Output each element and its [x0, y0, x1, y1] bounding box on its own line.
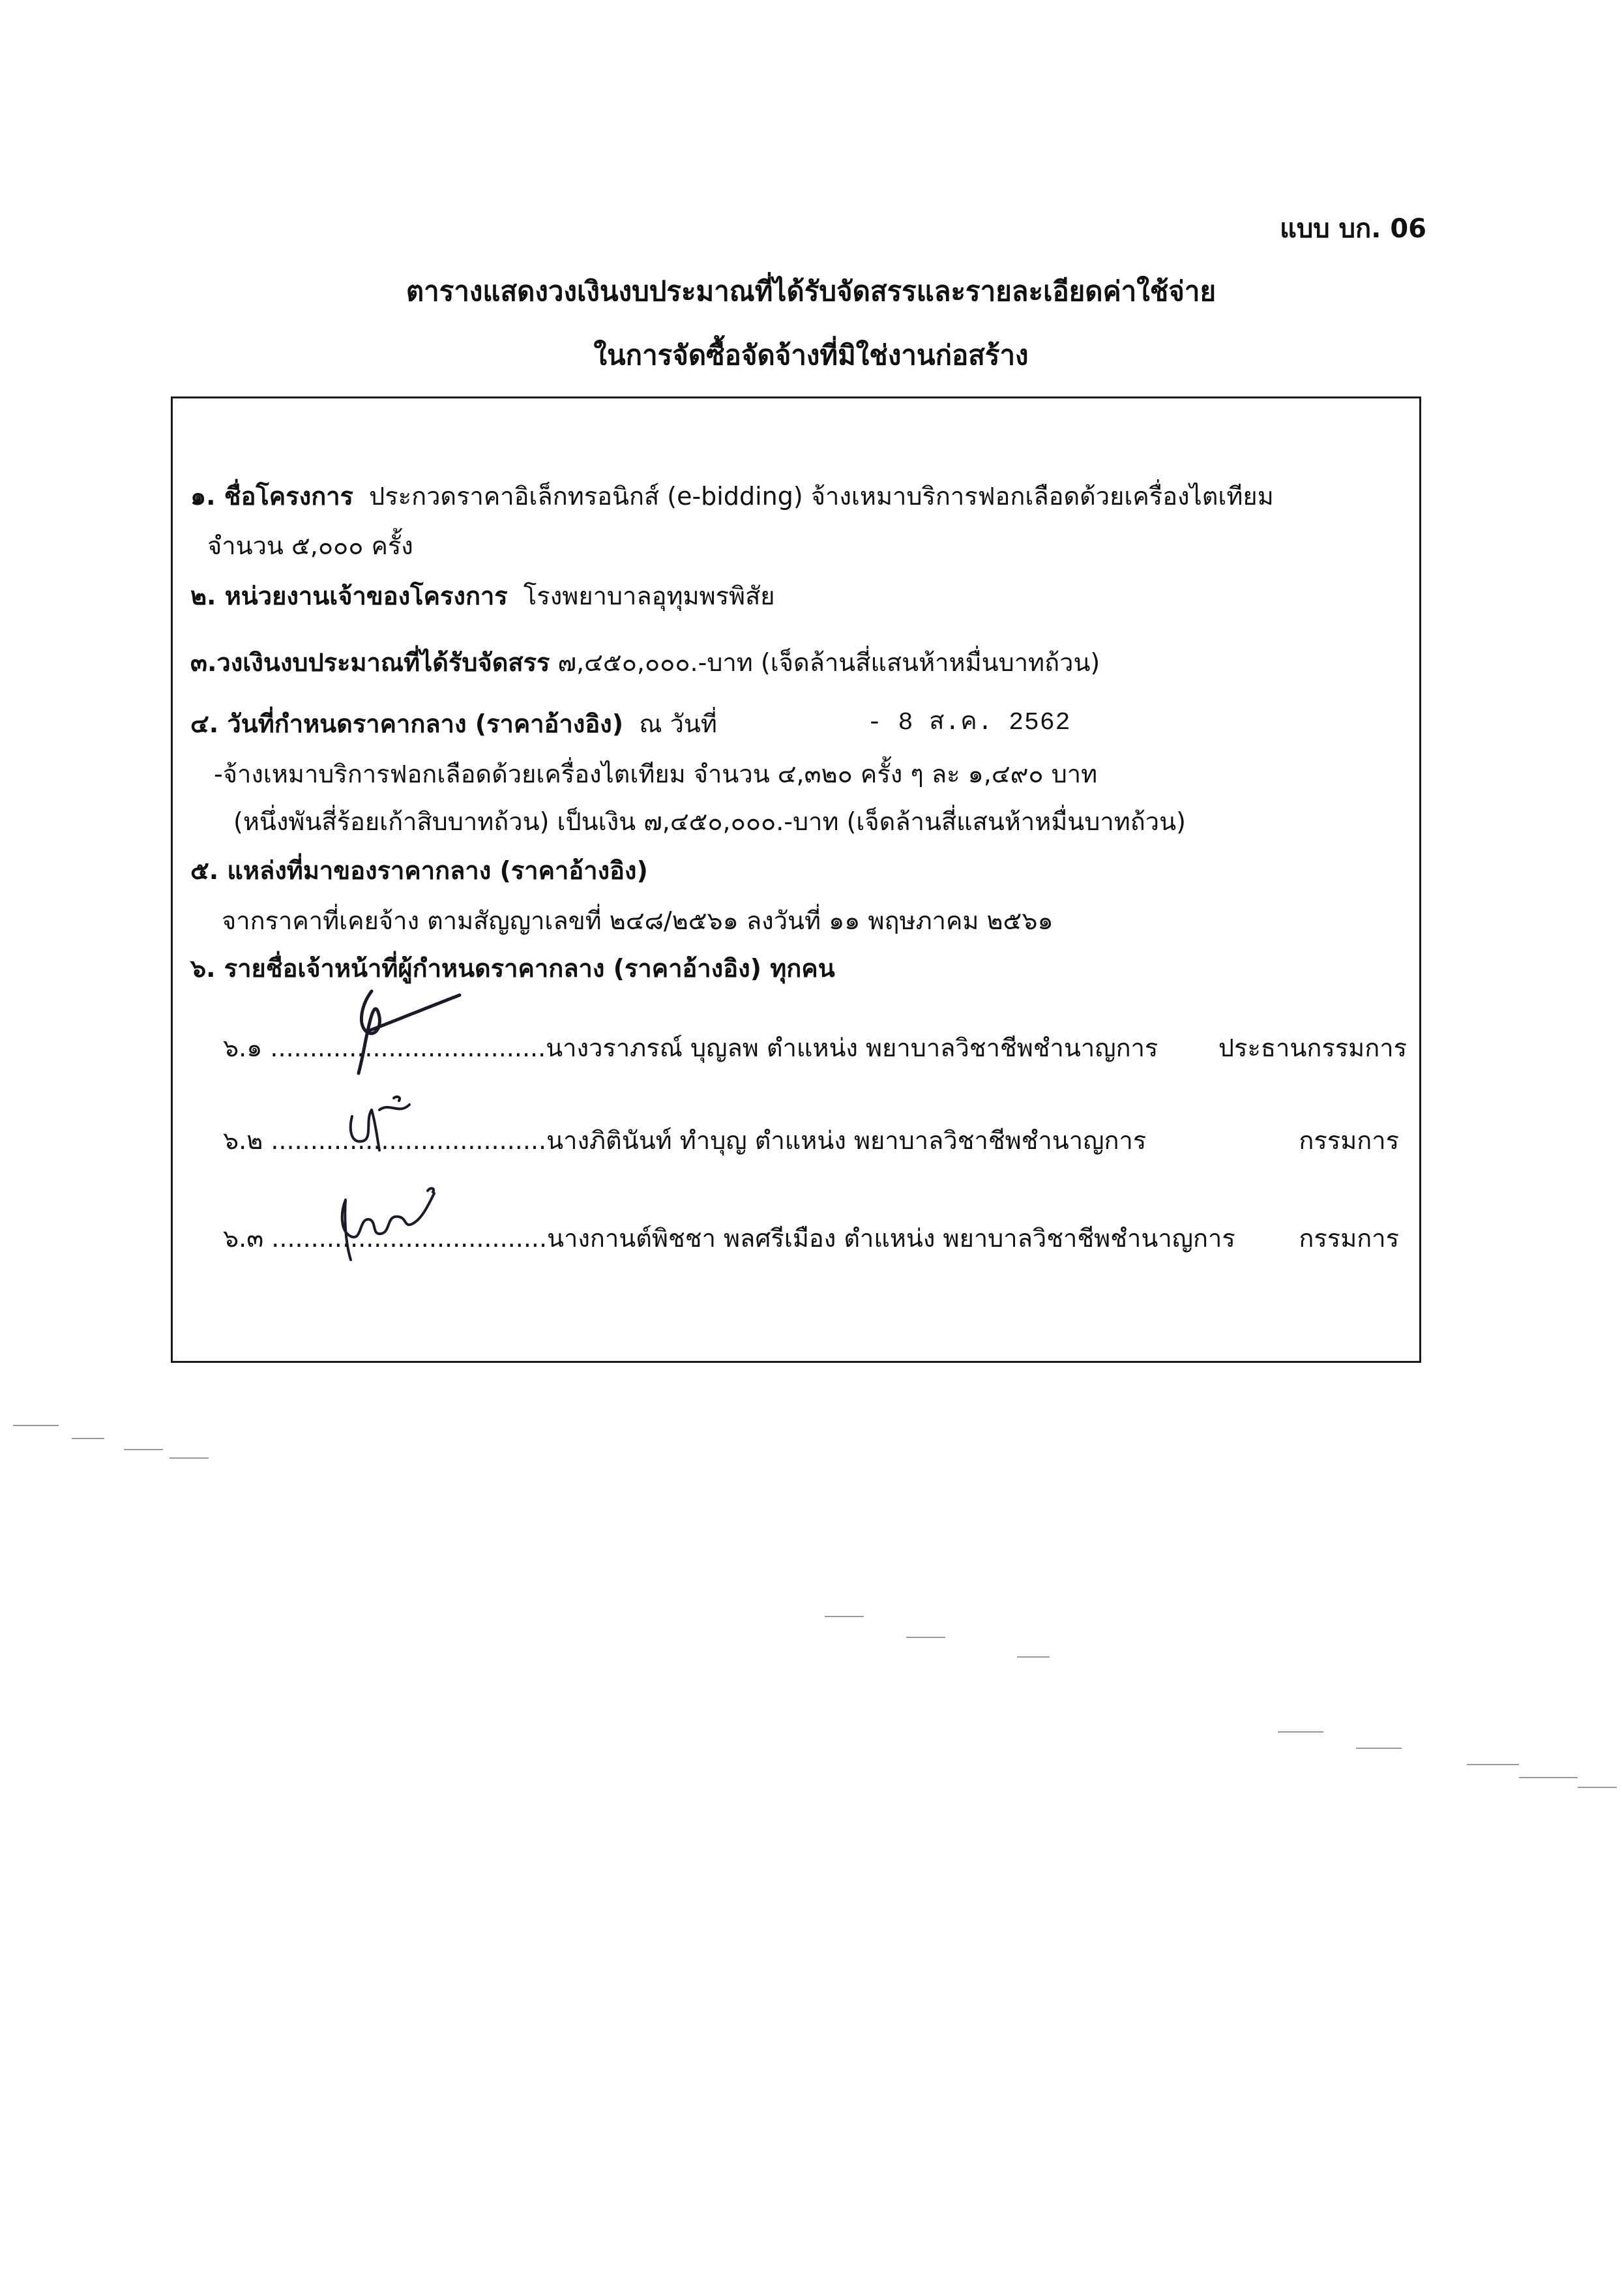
member-name: นางภิตินันท์ ทำบุญ [546, 1126, 747, 1155]
section-3-text: ๗,๔๕๐,๐๐๐.-บาท (เจ็ดล้านสี่แสนห้าหมื่นบาทถ้วน) [557, 648, 1100, 677]
scan-mark [72, 1438, 104, 1439]
member-number: ๖.๑ [223, 1034, 263, 1062]
section-6-label: ๖. รายชื่อเจ้าหน้าที่ผู้กำหนดราคากลาง (ราคาอ้างอิง) ทุกคน [190, 954, 835, 983]
signature-line: ................................... [270, 1034, 546, 1062]
member-role: กรรมการ [1299, 1126, 1399, 1155]
scan-mark [906, 1637, 945, 1638]
signature-line: ................................... [271, 1126, 547, 1155]
signature-2-image [339, 1090, 417, 1162]
member-name: นางกานต์พิชชา พลศรีเมือง [547, 1224, 836, 1253]
scan-mark [825, 1616, 864, 1617]
scan-mark [1519, 1777, 1578, 1778]
section-3-label: ๓.วงเงินงบประมาณที่ได้รับจัดสรร [190, 648, 550, 677]
scan-mark [124, 1449, 163, 1450]
member-role: ประธานกรรมการ [1218, 1034, 1407, 1062]
section-5-text: จากราคาที่เคยจ้าง ตามสัญญาเลขที่ ๒๔๘/๒๕๖๑ ลงวันที่ ๑๑ พฤษภาคม ๒๕๖๑ [222, 906, 1054, 935]
member-position: ตำแหน่ง พยาบาลวิชาชีพชำนาญการ [754, 1126, 1147, 1155]
form-code: แบบ บก. 06 [1280, 214, 1426, 244]
signature-1-image [326, 978, 476, 1076]
section-4-row-2: -จ้างเหมาบริการฟอกเลือดด้วยเครื่องไตเทียม จำนวน ๔,๓๒๐ ครั้ง ๆ ละ ๑,๔๙๐ บาท [214, 760, 1098, 788]
member-role: กรรมการ [1299, 1224, 1399, 1253]
section-1-row [190, 484, 1274, 509]
scan-mark [1017, 1656, 1050, 1658]
member-name: นางวราภรณ์ บุญลพ [546, 1034, 759, 1062]
section-4-text: ณ วันที่ [639, 709, 717, 738]
document-title: ตารางแสดงวงเงินงบประมาณที่ได้รับจัดสรรและรายละเอียดค่าใช้จ่าย [406, 275, 1216, 307]
section-3-row [190, 650, 1100, 675]
section-1-row-2: จำนวน ๕,๐๐๐ ครั้ง [207, 531, 413, 560]
section-4-row [190, 711, 717, 736]
scan-mark [1356, 1748, 1402, 1749]
scan-mark [170, 1457, 209, 1459]
member-position: ตำแหน่ง พยาบาลวิชาชีพชำนาญการ [766, 1034, 1158, 1062]
scan-mark [13, 1425, 59, 1426]
section-2-label: ๒. หน่วยงานเจ้าของโครงการ [190, 582, 508, 610]
section-5-label: ๕. แหล่งที่มาของราคากลาง (ราคาอ้างอิง) [190, 856, 648, 885]
section-2-text: โรงพยาบาลอุทุมพรพิสัย [523, 582, 775, 610]
signature-line: ................................... [271, 1224, 548, 1253]
section-1-text: ประกวดราคาอิเล็กทรอนิกส์ (e-bidding) จ้างเหมาบริการฟอกเลือดด้วยเครื่องไตเทียม [369, 482, 1274, 511]
section-4-row-3: (หนึ่งพันสี่ร้อยเก้าสิบบาทถ้วน) เป็นเงิน ๗,๔๕๐,๐๐๐.-บาท (เจ็ดล้านสี่แสนห้าหมื่นบาทถ้วน) [233, 807, 1186, 836]
member-number: ๖.๓ [223, 1224, 264, 1253]
member-number: ๖.๒ [223, 1126, 263, 1155]
section-2-row [190, 584, 775, 608]
document-subtitle: ในการจัดซื้อจัดจ้างที่มิใช่งานก่อสร้าง [593, 339, 1029, 371]
date-stamp: - 8 ส.ค. 2562 [867, 709, 1071, 737]
member-position: ตำแหน่ง พยาบาลวิชาชีพชำนาญการ [844, 1224, 1235, 1253]
signature-3-image [331, 1180, 442, 1265]
scan-mark [1278, 1731, 1323, 1733]
section-1-label: ๑. ชื่อโครงการ [190, 482, 353, 511]
scan-mark [1578, 1787, 1617, 1788]
scan-mark [1467, 1764, 1519, 1765]
section-4-label: ๔. วันที่กำหนดราคากลาง (ราคาอ้างอิง) [190, 709, 624, 738]
